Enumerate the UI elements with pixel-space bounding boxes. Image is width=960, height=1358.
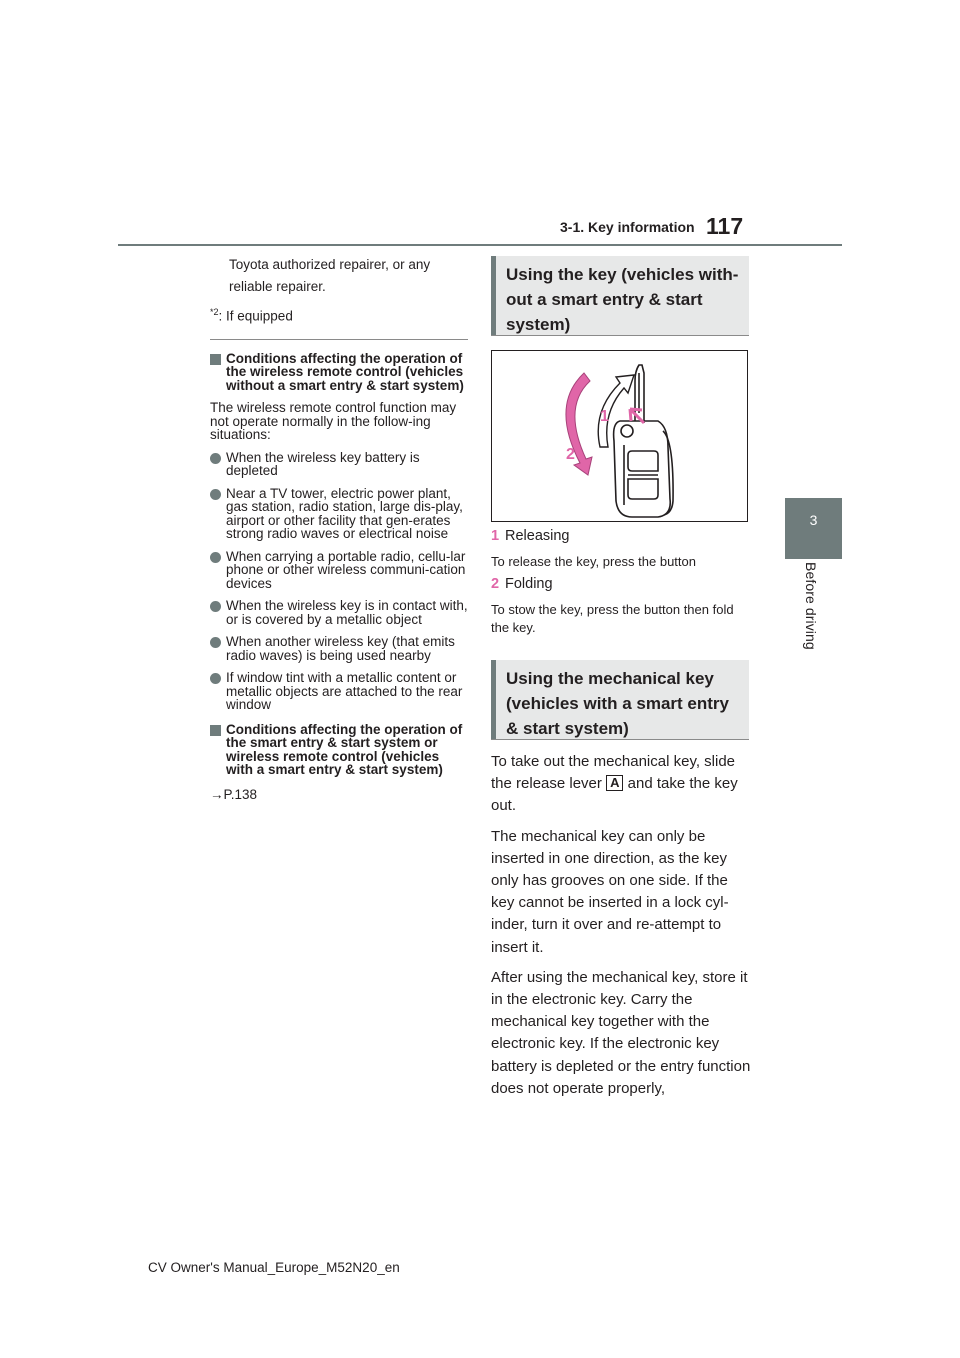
body-text-span: To take out the mechanical key, slide the release lever (491, 753, 736, 793)
header-divider (118, 244, 842, 246)
step-number: 1 (491, 528, 500, 544)
list-item (210, 599, 468, 626)
body-paragraph (491, 751, 751, 818)
step-description: To stow the key, press the button then fold the key. (491, 602, 734, 635)
list-item (210, 451, 468, 478)
list-item-text: Near a TV tower, electric power plant, gas station, radio station, large dis-play, airport or other facility that gen-erates strong radio waves or electrical noise (226, 485, 463, 541)
subheading-text: Conditions affecting the operation of the wireless remote control (vehicles without a smart entry & start system) (226, 350, 464, 393)
bullet-icon (210, 601, 221, 612)
step-label: Folding (505, 576, 553, 592)
list-item (210, 550, 468, 591)
chapter-label: Before driving (803, 562, 819, 650)
key-diagram-svg (492, 351, 747, 521)
body-text (491, 751, 751, 1108)
left-column (210, 254, 468, 802)
subheading-text: Conditions affecting the operation of the smart entry & start system or wireless remote control (vehicles with a smart entry & start system) (226, 721, 463, 777)
section-heading-text: Using the mechanical key (vehicles with a smart entry & start system) (506, 669, 729, 738)
section-heading-text: Using the key (vehicles with-out a smart entry & start system) (506, 265, 739, 334)
footnote-text: : If equipped (218, 308, 293, 324)
chapter-tab[interactable] (785, 498, 842, 559)
bullet-icon (210, 673, 221, 684)
unlock-button (628, 479, 658, 499)
body-paragraph: The mechanical key can only be inserted in one direction, as the key only has grooves on one side. If the key cannot be inserted in a lock cyl-inder, turn it over and re-attempt to insert it. (491, 827, 729, 956)
list-item (210, 635, 468, 662)
section-divider (491, 335, 749, 336)
figure-label-2: 2 (566, 446, 575, 463)
section-heading-key-no-smart-entry (491, 256, 749, 335)
square-bullet-icon (210, 725, 221, 736)
footnote (210, 302, 468, 327)
continued-text: Toyota authorized repairer, or any reliable repairer. (229, 257, 431, 294)
subheading-wireless-remote (210, 352, 468, 393)
body-paragraph: After using the mechanical key, store it in the electronic key. Carry the mechanical key together with the electronic key. If the electronic key battery is depleted or the entry function does not operate properly, (491, 968, 751, 1097)
list-item (210, 671, 468, 712)
list-item-text: When carrying a portable radio, cellu-lar phone or other wireless communi-cation devices (226, 548, 466, 591)
figure-label-1: 1 (600, 408, 609, 425)
subheading-smart-entry (210, 723, 468, 777)
intro-paragraph: The wireless remote control function may not operate normally in the follow-ing situations: (210, 400, 457, 442)
footnote-mark: *2 (210, 307, 219, 317)
bullet-icon (210, 489, 221, 500)
step-number: 2 (491, 576, 500, 592)
chapter-number: 3 (809, 512, 818, 528)
section-title: 3-1. Key information (560, 219, 695, 235)
page-reference-link[interactable]: →P.138 (210, 786, 258, 802)
lock-button (628, 451, 658, 471)
body-text-span: and take the key out. (491, 775, 738, 815)
divider (210, 339, 468, 340)
list-item-text: If window tint with a metallic content or metallic objects are attached to the rear window (226, 670, 463, 712)
step-label: Releasing (505, 528, 570, 544)
list-item-text: When the wireless key battery is depleted (226, 449, 420, 478)
list-item (210, 487, 468, 541)
step-releasing (491, 528, 570, 544)
list-item-text: When the wireless key is in contact with, or is covered by a metallic object (226, 598, 468, 627)
step-folding (491, 576, 553, 592)
section-heading-mechanical-key (491, 660, 749, 739)
callout-a-label: A (606, 775, 623, 791)
page-number: 117 (706, 213, 744, 239)
step-description: To release the key, press the button (491, 554, 696, 569)
list-item-text: When another wireless key (that emits radio waves) is being used nearby (226, 634, 455, 663)
bullet-icon (210, 637, 221, 648)
bullet-icon (210, 552, 221, 563)
square-bullet-icon (210, 354, 221, 365)
section-divider (491, 739, 749, 740)
bullet-icon (210, 453, 221, 464)
key-illustration (491, 350, 748, 522)
footer-text: CV Owner's Manual_Europe_M52N20_en (148, 1260, 400, 1275)
